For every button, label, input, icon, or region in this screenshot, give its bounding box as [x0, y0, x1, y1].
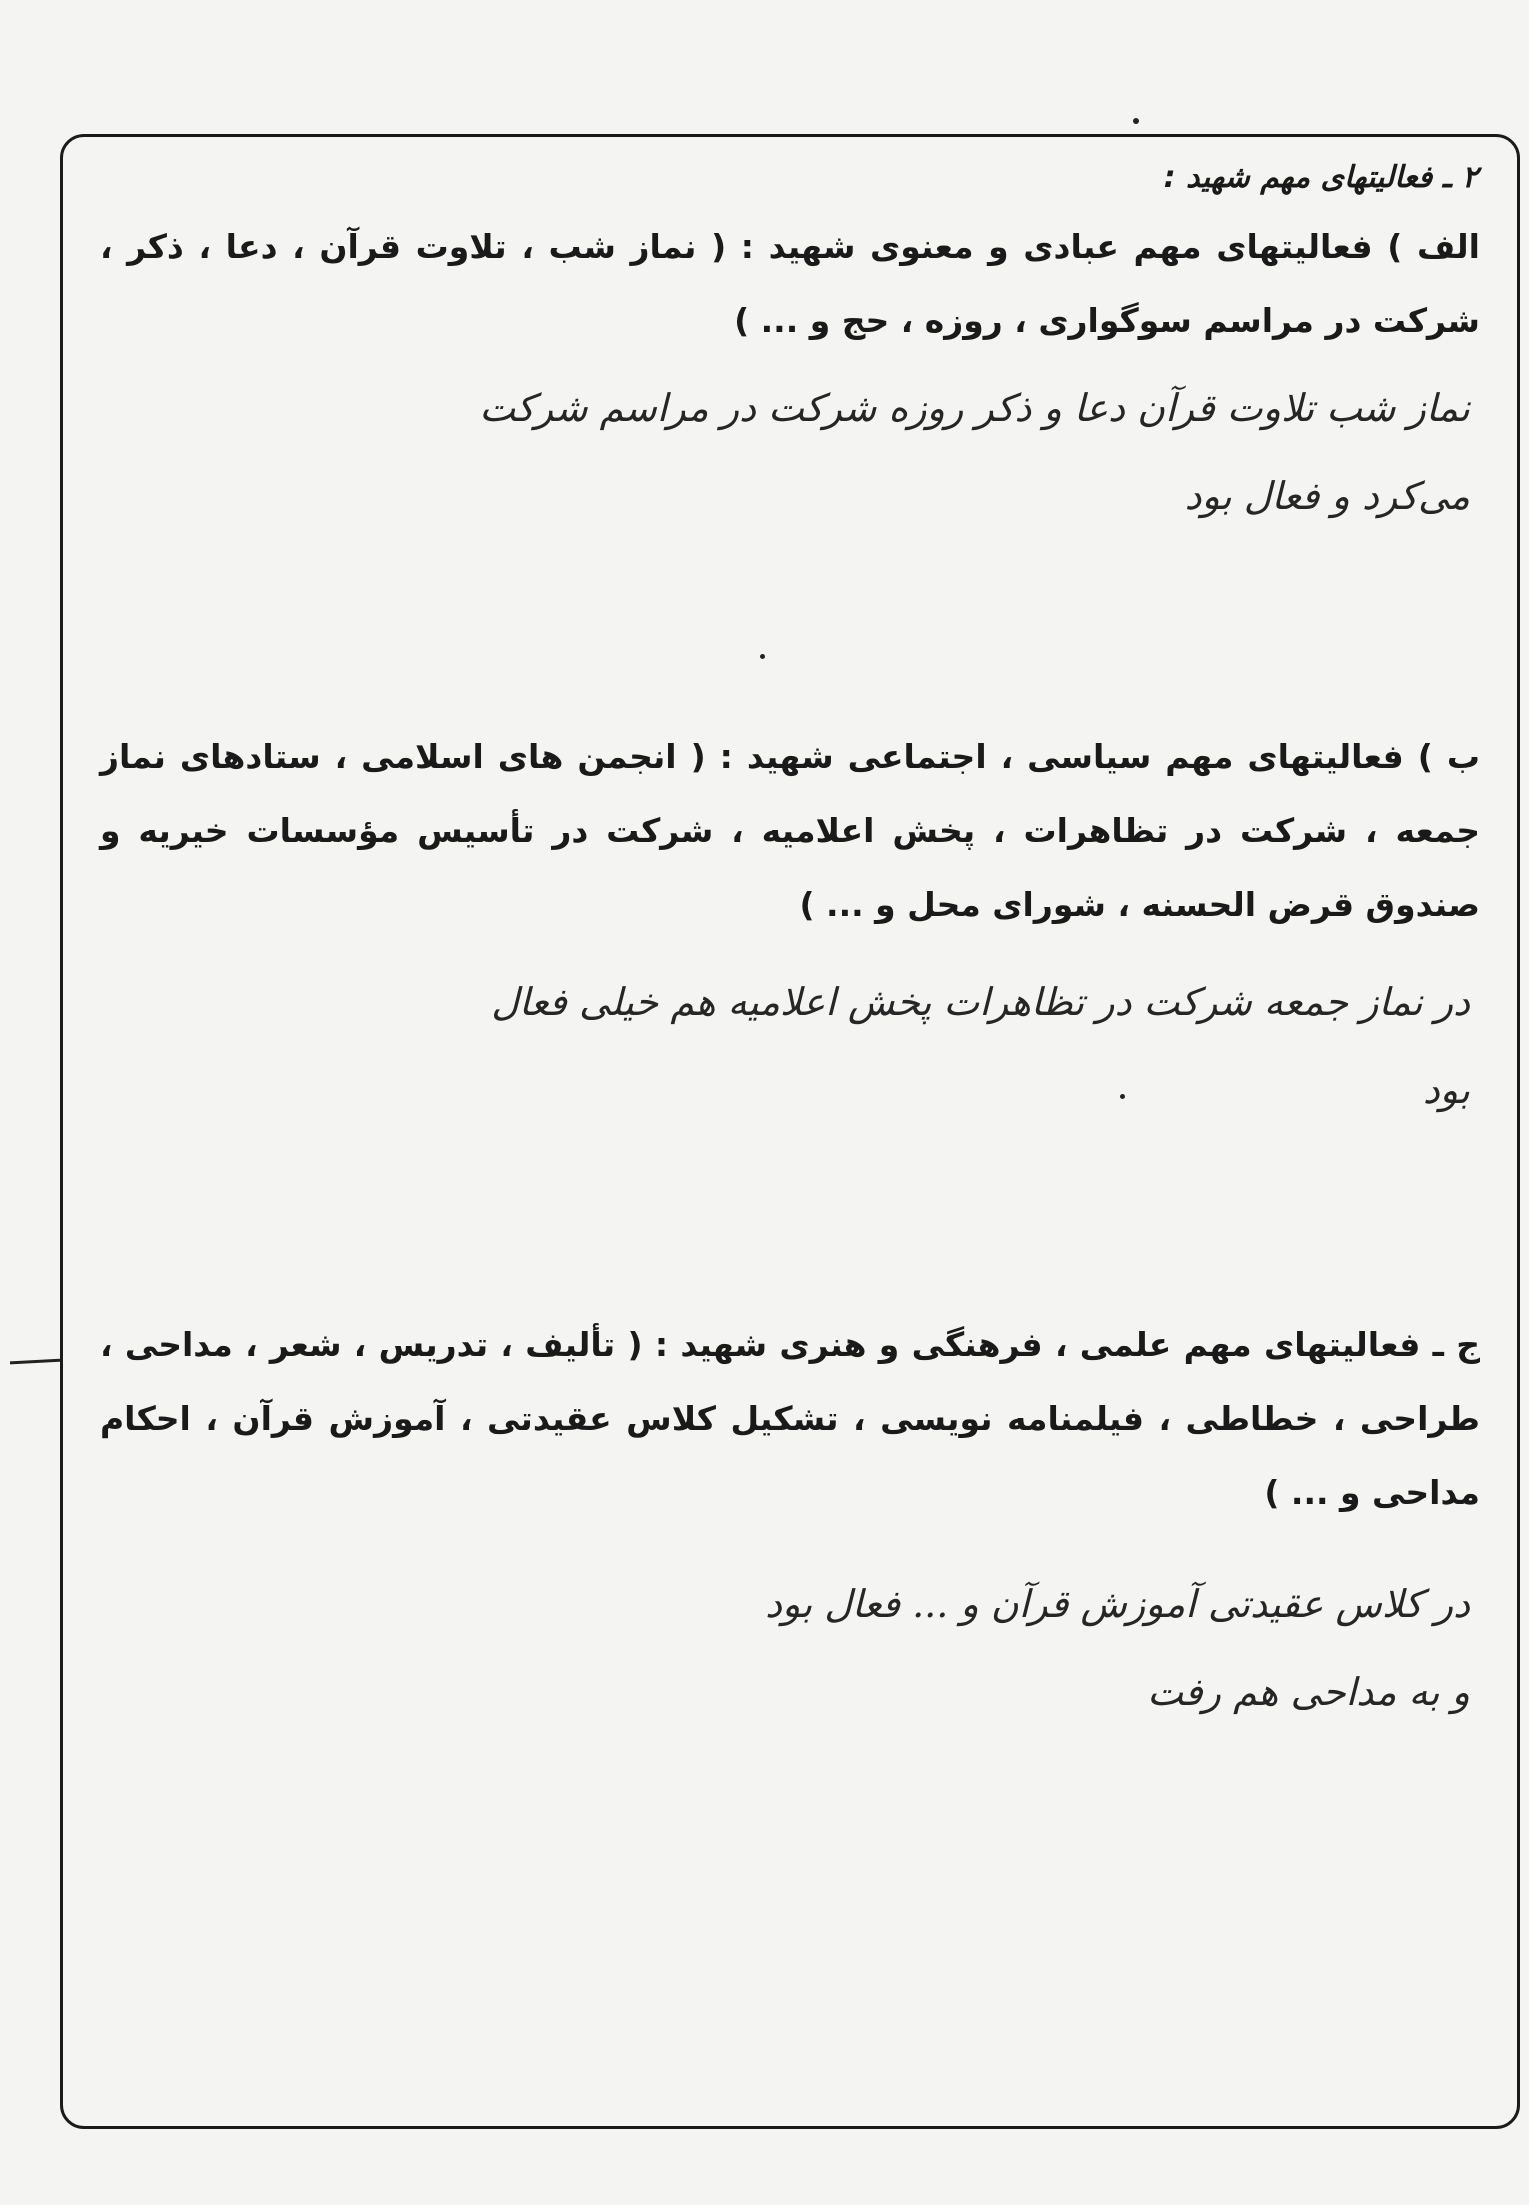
section-c [100, 1308, 1490, 1736]
ink-dot [1133, 118, 1139, 124]
margin-mark [10, 1359, 62, 1365]
section-a [100, 210, 1490, 540]
section-b-answer: در نماز جمعه شرکت در تظاهرات پخش اعلامیه هم خیلی فعال بود [491, 980, 1470, 1112]
section-b-prompt: ب ) فعالیتهای مهم سیاسی ، اجتماعی شهید : ( انجمن های اسلامی ، ستادهای نماز جمعه ، شرکت در تظاهرات ، پخش اعلامیه ، شرکت در تأسیس مؤسسات خیریه و صندوق قرض الحسنه ، شورای محل و ... ) [100, 737, 1480, 924]
section-a-answer: نماز شب تلاوت قرآن دعا و ذکر روزه شرکت در مراسم شرکت می‌کرد و فعال بود [479, 386, 1470, 518]
bleed-through-header [69, 38, 1489, 78]
section-b [100, 720, 1490, 1134]
form-content [100, 150, 1490, 1714]
section-a-prompt: الف ) فعالیتهای مهم عبادی و معنوی شهید : ( نماز شب ، تلاوت قرآن ، دعا ، ذکر ، شرکت در مراسم سوگواری ، روزه ، حج و ... ) [100, 227, 1480, 340]
section-c-prompt: ج ـ فعالیتهای مهم علمی ، فرهنگی و هنری شهید : ( تألیف ، تدریس ، شعر ، مداحی ، طراحی ، خطاطی ، فیلمنامه نویسی ، تشکیل کلاس عقیدتی ، آموزش قرآن ، احکام مداحی و ... ) [100, 1325, 1480, 1512]
bleed-through-text [153, 557, 1453, 587]
section-heading: ۲ ـ فعالیتهای مهم شهید : [1163, 160, 1478, 195]
section-c-answer: در کلاس عقیدتی آموزش قرآن و ... فعال بود و به مداحی هم رفت [765, 1582, 1470, 1714]
